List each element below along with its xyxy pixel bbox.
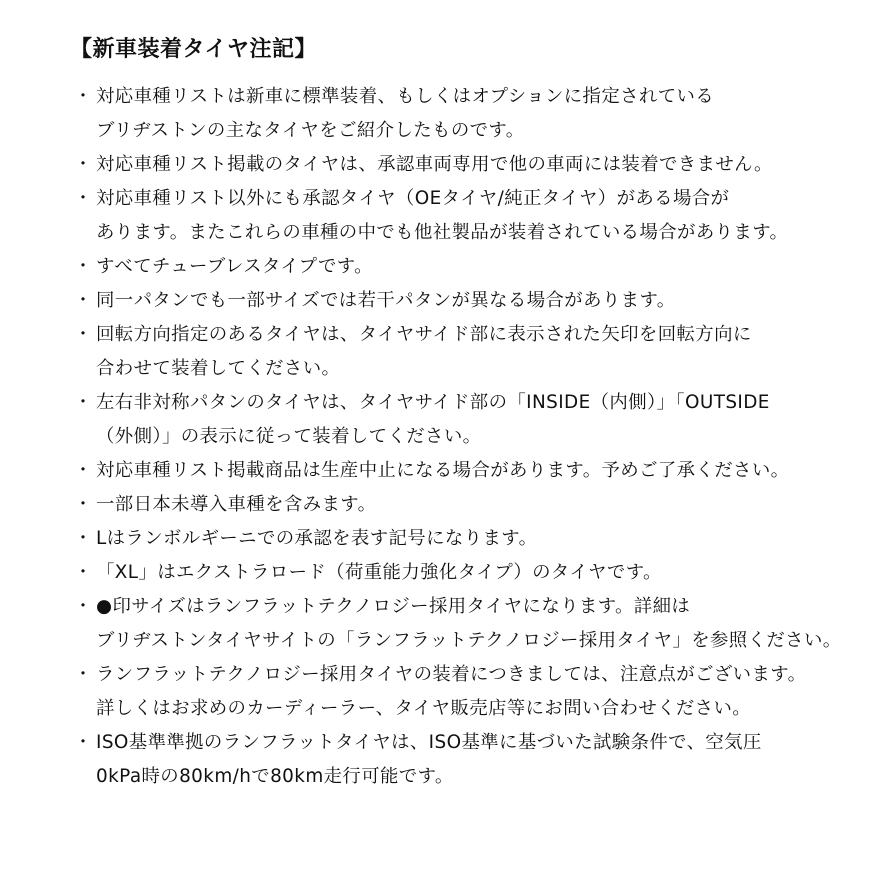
- bullet-icon: ・: [74, 664, 92, 685]
- note-line: あります。またこれらの車種の中でも他社製品が装着されている場合があります。: [96, 222, 789, 243]
- note-item: [74, 386, 834, 454]
- note-line: 左右非対称パタンのタイヤは、タイヤサイド部の「INSIDE（内側）」「OUTSIDE: [96, 392, 770, 413]
- note-line: 詳しくはお求めのカーディーラー、タイヤ販売店等にお問い合わせください。: [96, 698, 752, 719]
- note-item: [74, 80, 834, 148]
- note-line: ランフラットテクノロジー採用タイヤの装着につきましては、注意点がございます。: [96, 664, 807, 685]
- bullet-icon: ・: [74, 596, 92, 617]
- note-item: [74, 148, 834, 182]
- note-line: ISO基準準拠のランフラットタイヤは、ISO基準に基づいた試験条件で、空気圧: [96, 732, 762, 753]
- notes-list: [74, 80, 842, 794]
- bullet-icon: ・: [74, 562, 92, 583]
- note-line: ブリヂストンタイヤサイトの「ランフラットテクノロジー採用タイヤ」を参照ください。: [96, 630, 842, 651]
- bullet-icon: ・: [74, 154, 92, 175]
- note-item: [74, 250, 834, 284]
- note-line: 同一パタンでも一部サイズでは若干パタンが異なる場合があります。: [96, 290, 676, 311]
- note-line: ブリヂストンの主なタイヤをご紹介したものです。: [96, 120, 525, 141]
- note-item: [74, 182, 834, 250]
- note-item: [74, 726, 834, 794]
- note-line: ●印サイズはランフラットテクノロジー採用タイヤになります。詳細は: [96, 596, 691, 617]
- bullet-icon: ・: [74, 732, 92, 753]
- note-line: 対応車種リスト掲載のタイヤは、承認車両専用で他の車両には装着できません。: [96, 154, 773, 175]
- note-line: 一部日本未導入車種を含みます。: [96, 494, 377, 515]
- note-item: [74, 556, 834, 590]
- bullet-icon: ・: [74, 86, 92, 107]
- note-item: [74, 318, 834, 386]
- page-title: 【新車装着タイヤ注記】: [70, 37, 318, 62]
- note-item: [74, 658, 834, 726]
- note-line: （外側）」の表示に従って装着してください。: [96, 426, 482, 447]
- note-item: [74, 590, 842, 658]
- note-line: 0kPa時の80km/hで80km走行可能です。: [96, 766, 454, 787]
- note-item: [74, 522, 834, 556]
- note-item: [74, 488, 834, 522]
- note-line: 合わせて装着してください。: [96, 358, 341, 379]
- note-line: 回転方向指定のあるタイヤは、タイヤサイド部に表示された矢印を回転方向に: [96, 324, 752, 345]
- bullet-icon: ・: [74, 392, 92, 413]
- bullet-icon: ・: [74, 528, 92, 549]
- bullet-icon: ・: [74, 460, 92, 481]
- note-item: [74, 284, 834, 318]
- bullet-icon: ・: [74, 188, 92, 209]
- bullet-icon: ・: [74, 324, 92, 345]
- note-line: すべてチューブレスタイプです。: [96, 256, 373, 277]
- bullet-icon: ・: [74, 256, 92, 277]
- note-line: 「XL」はエクストラロード（荷重能力強化タイプ）のタイヤです。: [96, 562, 662, 583]
- note-line: 対応車種リスト以外にも承認タイヤ（OEタイヤ/純正タイヤ）がある場合が: [96, 188, 730, 209]
- note-line: Lはランボルギーニでの承認を表す記号になります。: [96, 528, 538, 549]
- note-line: 対応車種リスト掲載商品は生産中止になる場合があります。予めご了承ください。: [96, 460, 790, 481]
- note-line: 対応車種リストは新車に標準装着、もしくはオプションに指定されている: [96, 86, 715, 107]
- note-item: [74, 454, 834, 488]
- bullet-icon: ・: [74, 290, 92, 311]
- bullet-icon: ・: [74, 494, 92, 515]
